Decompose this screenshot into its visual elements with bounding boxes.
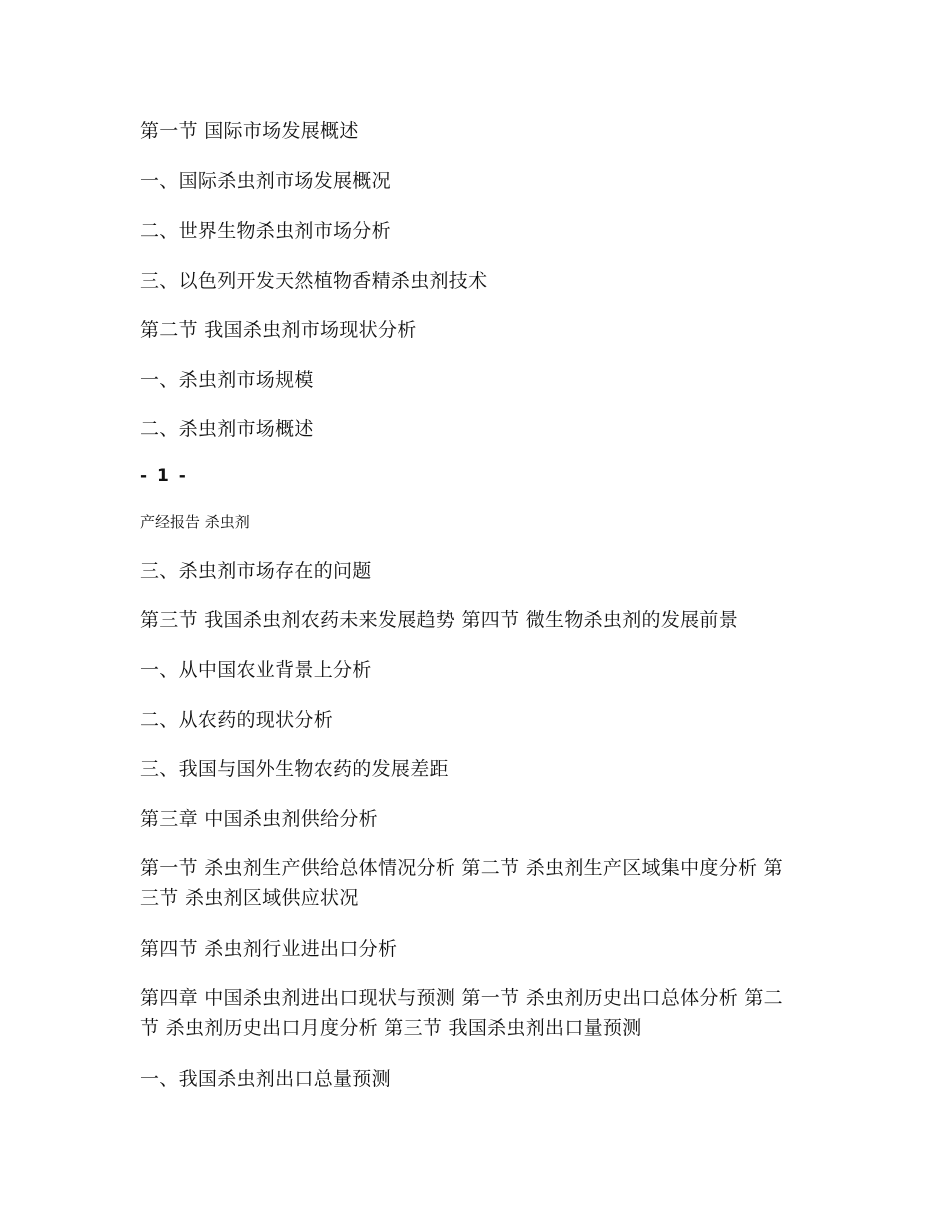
page-number: - 1 - [140,466,188,486]
toc-line: 第四章 中国杀虫剂进出口现状与预测 第一节 杀虫剂历史出口总体分析 第二节 杀虫剂历史出口月度分析 第三节 我国杀虫剂出口量预测 [140,987,783,1039]
running-header: 产经报告 杀虫剂 [140,513,250,531]
toc-line: 第二节 我国杀虫剂市场现状分析 [140,319,417,341]
toc-line: 二、杀虫剂市场概述 [140,418,314,440]
toc-line: 一、杀虫剂市场规模 [140,369,314,391]
toc-line: 三、以色列开发天然植物香精杀虫剂技术 [140,270,488,292]
toc-line: 第一节 杀虫剂生产供给总体情况分析 第二节 杀虫剂生产区域集中度分析 第三节 杀虫剂区域供应状况 [140,857,783,909]
toc-line: 第四节 杀虫剂行业进出口分析 [140,938,398,960]
toc-line: 三、杀虫剂市场存在的问题 [140,560,372,582]
toc-line: 二、世界生物杀虫剂市场分析 [140,220,391,242]
toc-line: 第三章 中国杀虫剂供给分析 [140,808,378,830]
toc-line: 第一节 国际市场发展概述 [140,120,359,142]
toc-line: 第三节 我国杀虫剂农药未来发展趋势 第四节 微生物杀虫剂的发展前景 [140,609,739,631]
toc-line: 一、我国杀虫剂出口总量预测 [140,1068,391,1090]
toc-line: 二、从农药的现状分析 [140,709,334,731]
toc-line: 一、从中国农业背景上分析 [140,659,372,681]
toc-line: 三、我国与国外生物农药的发展差距 [140,758,449,780]
toc-line: 一、国际杀虫剂市场发展概况 [140,170,391,192]
